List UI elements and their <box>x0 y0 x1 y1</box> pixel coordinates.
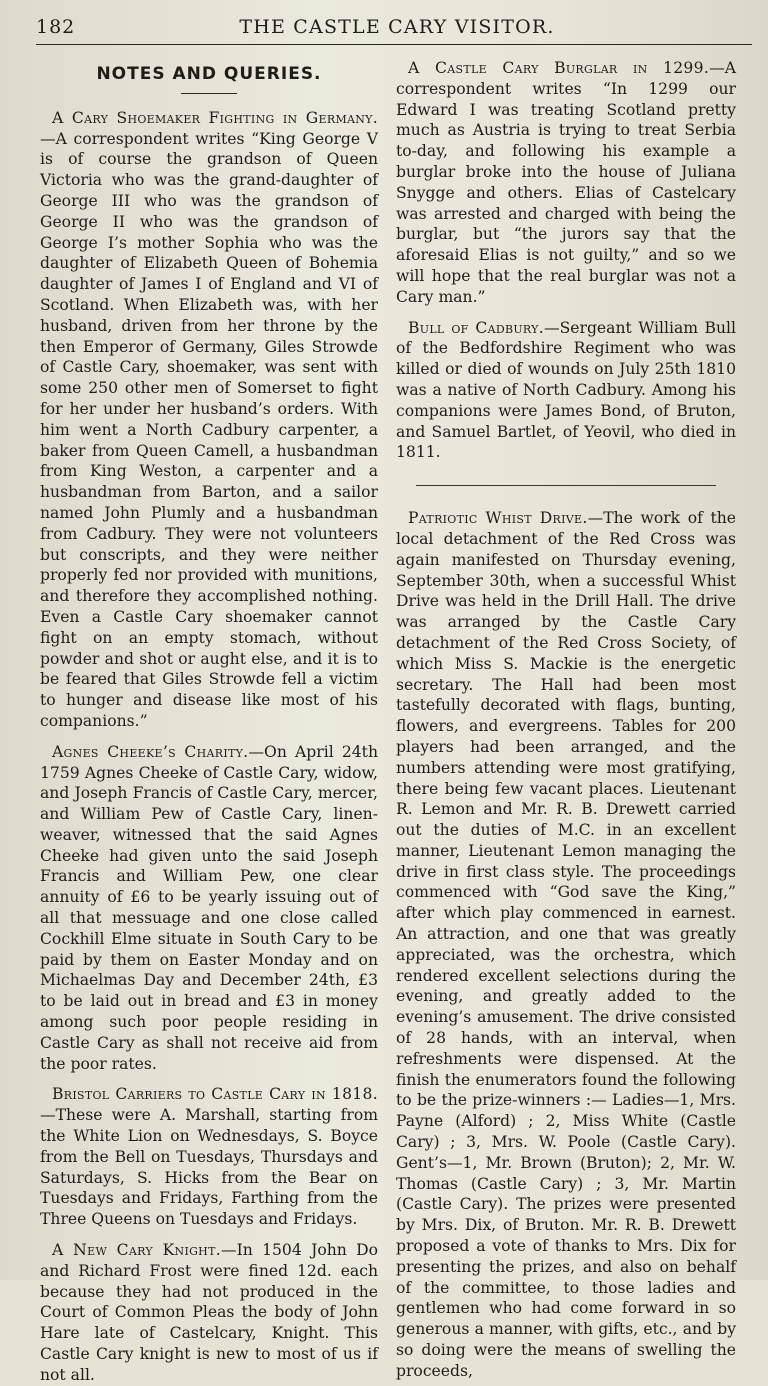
article-knight <box>40 1240 378 1386</box>
header-rule <box>36 44 752 45</box>
article-body: —A correspondent writes “King George V is of course the grandson of Queen Victoria who was the grand-daughter of George III who was the grandson of George II who was the grandson of George I’s mother Sophia who was the daughter of Elizabeth Queen of Bohemia daughter of James I of England and VI of Scotland. When Elizabeth was, with her husband, driven from her throne by the then Emperor of Germany, Giles Strowde of Castle Cary, shoemaker, was sent with some 250 other men of Somerset to fight for her under her husband’s orders. With him went a North Cadbury carpenter, a baker from Queen Camell, a husbandman from King Weston, a carpenter and a husbandman from Barton, and a sailor named John Plumly and a husbandman from Cadbury. They were not volunteers but conscripts, and they were neither properly fed nor provided with munitions, and therefore they accomplished nothing. Even a Castle Cary shoemaker cannot fight on an empty stomach, without powder and shot or aught else, and it is to be feared that Giles Strowde fell a victim to hunger and disease like most of his companions.” <box>40 129 378 730</box>
article-heading: Agnes Cheeke’s Charity. <box>52 742 249 761</box>
column-divider <box>416 485 716 486</box>
article-shoemaker <box>40 108 378 732</box>
article-bull <box>396 318 736 464</box>
right-column <box>396 58 736 1380</box>
article-carriers <box>40 1084 378 1230</box>
page-number: 182 <box>36 16 76 38</box>
article-heading: A New Cary Knight. <box>52 1241 221 1260</box>
article-body: —On April 24th 1759 Agnes Cheeke of Castle Cary, widow, and Joseph Francis of Castle Cary, mercer, and William Pew of Castle Cary, linen-weaver, witnessed that the said Agnes Cheeke had given unto the said Joseph Francis and William Pew, one clear annuity of £6 to be yearly issuing out of all that messuage and one close called Cockhill Elme situate in South Cary to be paid by them on Easter Monday and on Michaelmas Day and December 24th, £3 to be laid out in bread and £3 in money among such poor people residing in Castle Cary as shall not receive aid from the poor rates. <box>40 742 378 1073</box>
article-body: —The work of the local detachment of the Red Cross was again manifested on Thursday evening, September 30th, when a successful Whist Drive was held in the Drill Hall. The drive was arranged by the Castle Cary detachment of the Red Cross Society, of which Miss S. Mackie is the energetic secretary. The Hall had been most tastefully decorated with flags, bunting, flowers, and evergreens. Tables for 200 players had been arranged, and the numbers attending were most gratifying, there being few vacant places. Lieutenant R. Lemon and Mr. R. B. Drewett carried out the duties of M.C. in an excellent manner, Lieutenant Lemon managing the drive in first class style. The proceedings commenced with “God save the King,” after which play commenced in earnest. An attraction, and one that was greatly appreciated, was the orchestra, which rendered excellent selections during the evening, and greatly added to the evening’s amusement. The drive consisted of 28 hands, with an interval, when refreshments were dispensed. At the finish the enumerators found the following to be the prize-winners :— Ladies—1, Mrs. Payne (Alford) ; 2, Miss White (Castle Cary) ; 3, Mrs. W. Poole (Castle Cary). Gent’s—1, Mr. Brown (Bruton); 2, Mr. W. Thomas (Castle Cary) ; 3, Mr. Martin (Castle Cary). The prizes were presented by Mrs. Dix, of Bruton. Mr. R. B. Drewett proposed a vote of thanks to Mrs. Dix for presenting the prizes, and also on behalf of the committee, to those ladies and gentlemen who had come forward in so generous a manner, with gifts, etc., and by so doing were the means of swelling the proceeds, <box>396 509 736 1380</box>
article-body: —A correspondent writes “In 1299 our Edward I was treating Scotland pretty much as Austria is trying to treat Serbia to-day, and following his example a burglar broke into the house of Juliana Snygge and others. Elias of Castelcary was arrested and charged with being the burglar, but “the jurors say that the aforesaid Elias is not guilty,” and so we will hope that the real burglar was not a Cary man.” <box>396 59 736 306</box>
article-heading: Bristol Carriers to Castle Cary in 1818. <box>52 1085 378 1104</box>
article-heading: Patriotic Whist Drive. <box>408 509 588 528</box>
article-charity <box>40 742 378 1075</box>
article-body: —In 1504 John Do and Richard Frost were fined 12d. each because they had not produced in the Court of Common Pleas the body of John Hare late of Castelcary, Knight. This Castle Cary knight is new to most of us if not all. <box>40 1241 379 1384</box>
left-column <box>40 58 379 1384</box>
section-divider <box>181 93 237 94</box>
article-heading: A Castle Cary Burglar in 1299. <box>408 59 710 77</box>
article-body: —Sergeant William Bull of the Bedfordshire Regiment who was killed or died of wounds on July 25th 1810 was a native of North Cadbury. Among his companions were James Bond, of Bruton, and Samuel Bartlet, of Yeovil, who died in 1811. <box>396 318 736 462</box>
article-heading: A Cary Shoemaker Fighting in Germany. <box>52 108 378 127</box>
article-whist-drive <box>396 508 736 1381</box>
article-body: —These were A. Marshall, starting from the White Lion on Wednesdays, S. Boyce from the Bell on Tuesdays, Thursdays and Saturdays, S. Hicks from the Bear on Tuesdays and Fridays, Farthing from the Three Queens on Tuesdays and Fridays. <box>40 1106 378 1229</box>
section-title: NOTES AND QUERIES. <box>96 64 322 84</box>
article-burglar <box>396 58 736 308</box>
journal-title: THE CASTLE CARY VISITOR. <box>239 16 555 38</box>
article-heading: Bull of Cadbury. <box>408 318 544 337</box>
